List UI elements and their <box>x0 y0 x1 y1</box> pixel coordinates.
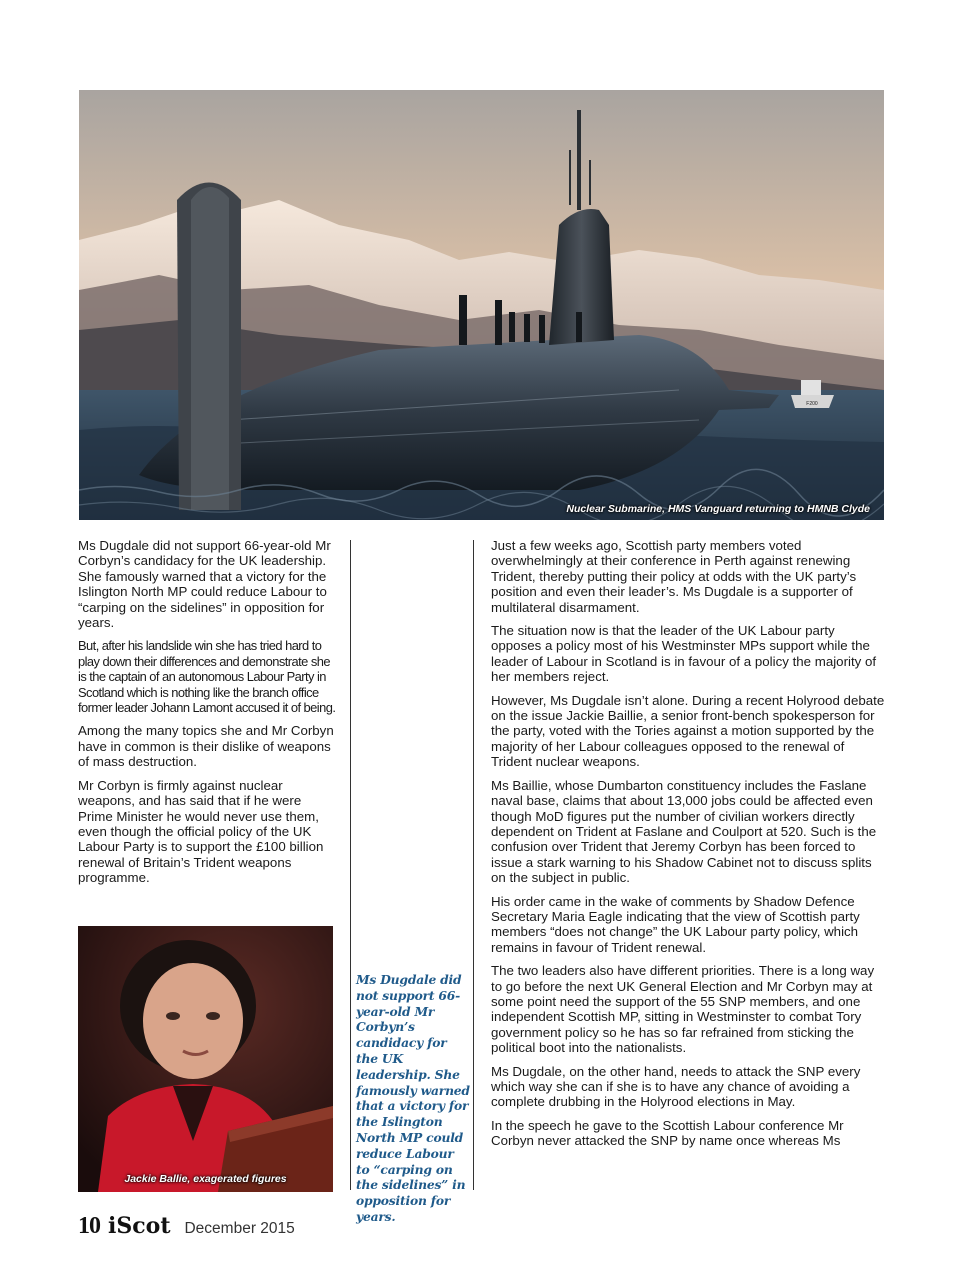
boat-marking: F200 <box>806 401 818 407</box>
hero-photo <box>79 90 884 520</box>
page-number: 10 <box>78 1213 100 1239</box>
pull-quote: Ms Dugdale did not support 66-year-old Mr Corbyn’s candidacy for the UK leadership. She famously warned that a victory for the Islington North MP could reduce Labour to “carping on the sidelines” in opposition for years. <box>356 972 470 1224</box>
paragraph: The situation now is that the leader of the UK Labour party opposes a policy most of his Westminster MPs support while the leader of Labour in Scotland is in favour of a policy the majority of her members reject. <box>491 623 877 685</box>
paragraph: The two leaders also have different priorities. There is a long way to go before the next UK General Election and Mr Corbyn may at some point need the support of the 55 SNP members, and one independent Scottish MP, sitting in Westminster to combat Tory government policy so he has so far refrained from sticking the political boot into the nationalists. <box>491 963 875 1056</box>
issue-date: December 2015 <box>184 1220 295 1237</box>
page-footer <box>78 1213 295 1247</box>
paragraph: Just a few weeks ago, Scottish party members voted overwhelmingly at their conference in Perth against renewing Trident, thereby putting their policy at odds with the UK party’s position and even their leader’s. Ms Dugdale is a supporter of multilateral disarmament. <box>491 538 857 615</box>
brand-logo: iScot <box>108 1213 171 1239</box>
paragraph: Ms Dugdale did not support 66-year-old Mr Corbyn’s candidacy for the UK leadership. She famously warned that a victory for the Islington North MP could reduce Labour to “carping on the sidelines” in opposition for years. <box>78 538 331 631</box>
paragraph: But, after his landslide win she has tried hard to play down their differences and demonstrate she is the captain of an autonomous Labour Party in Scotland which is nothing like the branch office former leader Johann Lamont accused it of being. <box>78 638 336 716</box>
paragraph: Ms Dugdale, on the other hand, needs to attack the SNP every which way she can if she is to have any chance of avoiding a complete drubbing in the Holyrood elections in May. <box>491 1063 861 1110</box>
right-column <box>491 538 887 1157</box>
paragraph: Among the many topics she and Mr Corbyn have in common is their dislike of weapons of mass destruction. <box>78 723 334 770</box>
portrait-photo <box>78 926 333 1192</box>
left-column <box>78 538 338 894</box>
paragraph: However, Ms Dugdale isn’t alone. During a recent Holyrood debate on the issue Jackie Baillie, a senior front-bench spokesperson for the party, voted with the Tories against a motion supported by the majority of her Labour colleagues opposed to the renewal of Trident nuclear weapons. <box>491 692 885 770</box>
paragraph: His order came in the wake of comments by Shadow Defence Secretary Maria Eagle indicating that the view of Scottish party members “does not change” the UK Labour party policy, which remains in favour of Trident renewal. <box>491 893 860 955</box>
paragraph: Mr Corbyn is firmly against nuclear weapons, and has said that if he were Prime Minister he would never use them, even though the official policy of the UK Labour Party is to support the £100 billion renewal of Britain’s Trident weapons programme. <box>78 777 324 886</box>
paragraph: In the speech he gave to the Scottish Labour conference Mr Corbyn never attacked the SNP by name once whereas Ms <box>491 1117 844 1149</box>
column-divider <box>473 540 474 1190</box>
hero-caption: Nuclear Submarine, HMS Vanguard returning to HMNB Clyde <box>566 503 870 515</box>
paragraph: Ms Baillie, whose Dumbarton constituency includes the Faslane naval base, claims that about 13,000 jobs could be affected even though MoD figures put the number of civilian workers directly dependent on Trident at Faslane and Coulport at 520. Such is the confusion over Trident that Jeremy Corbyn has been forced to issue a stark warning to his Shadow Cabinet not to discuss splits on the subject in public. <box>491 777 877 886</box>
submarine-illustration <box>79 90 884 520</box>
portrait-illustration <box>78 926 333 1192</box>
portrait-caption: Jackie Ballie, exagerated figures <box>124 1173 287 1185</box>
column-divider <box>350 540 351 1190</box>
